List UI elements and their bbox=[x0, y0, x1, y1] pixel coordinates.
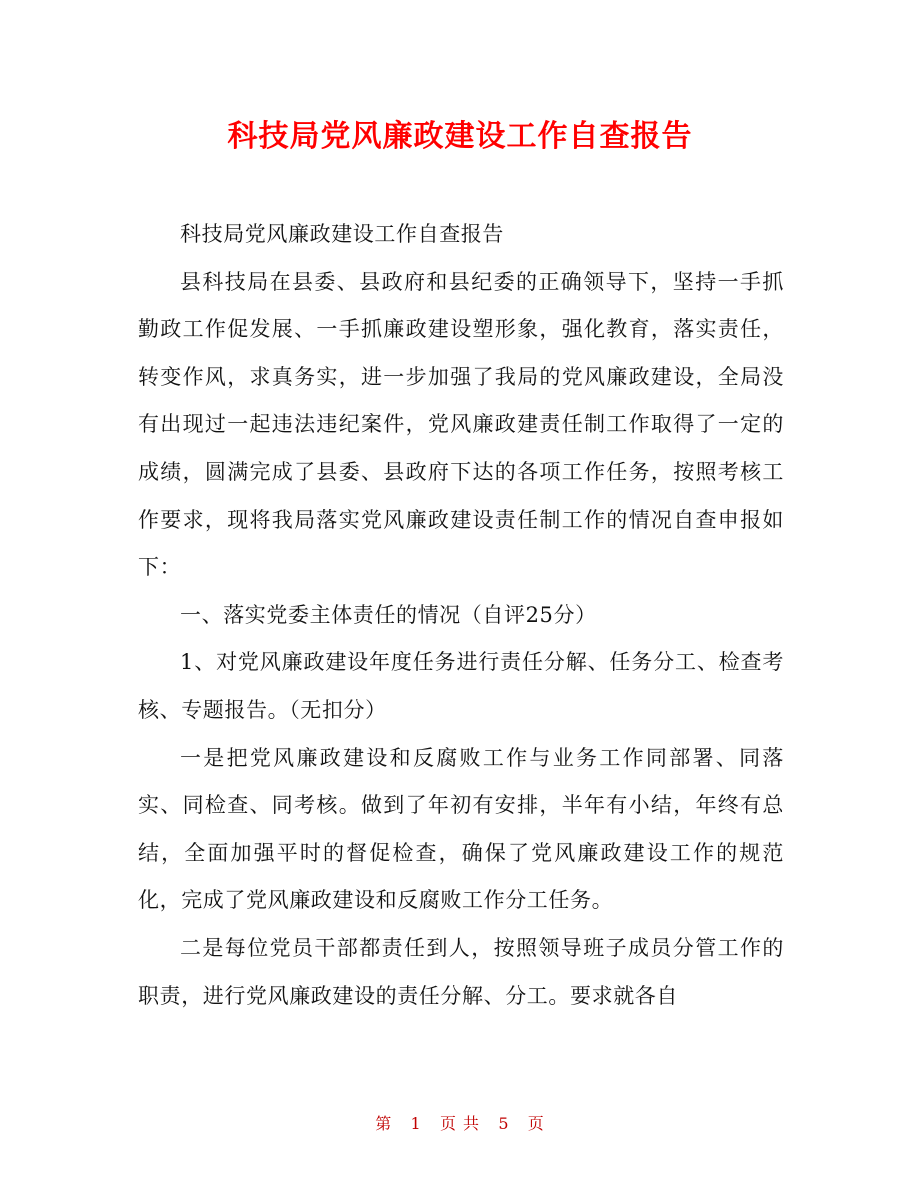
paragraph-point-2: 二是每位党员干部都责任到人，按照领导班子成员分管工作的职责，进行党风廉政建设的责任分解、分工。要求就各自 bbox=[138, 935, 784, 1008]
paragraph-point-1: 一是把党风廉政建设和反腐败工作与业务工作同部署、同落实、同检查、同考核。做到了年初有安排，半年有小结，年终有总结，全面加强平时的督促检查，确保了党风廉政建设工作的规范化，完成了党风廉政建设和反腐败工作分工任务。 bbox=[138, 745, 784, 913]
footer-suffix: 页 bbox=[527, 1114, 545, 1133]
section-heading-1: 一、落实党委主体责任的情况（自评25分） bbox=[180, 602, 597, 627]
document-body bbox=[138, 211, 784, 1020]
footer-page-number: 1 bbox=[410, 1114, 422, 1133]
paragraph-item-1: 1、对党风廉政建设年度任务进行责任分解、任务分工、检查考核、专题报告。（无扣分） bbox=[138, 650, 784, 722]
document-title: 科技局党风廉政建设工作自查报告 bbox=[227, 119, 693, 154]
paragraph-intro: 县科技局在县委、县政府和县纪委的正确领导下，坚持一手抓勤政工作促发展、一手抓廉政建设塑形象，强化教育，落实责任，转变作风，求真务实，进一步加强了我局的党风廉政建设，全局没有出现过一起违法违纪案件，党风廉政建责任制工作取得了一定的成绩，圆满完成了县委、县政府下达的各项工作任务，按照考核工作要求，现将我局落实党风廉政建设责任制工作的情况自查申报如下： bbox=[138, 269, 784, 580]
footer-total-pages: 5 bbox=[498, 1114, 510, 1133]
paragraph-heading-repeat: 科技局党风廉政建设工作自查报告 bbox=[180, 222, 504, 246]
footer-middle: 页 共 bbox=[439, 1114, 481, 1133]
page-footer bbox=[0, 1112, 920, 1136]
footer-prefix: 第 bbox=[375, 1114, 393, 1133]
